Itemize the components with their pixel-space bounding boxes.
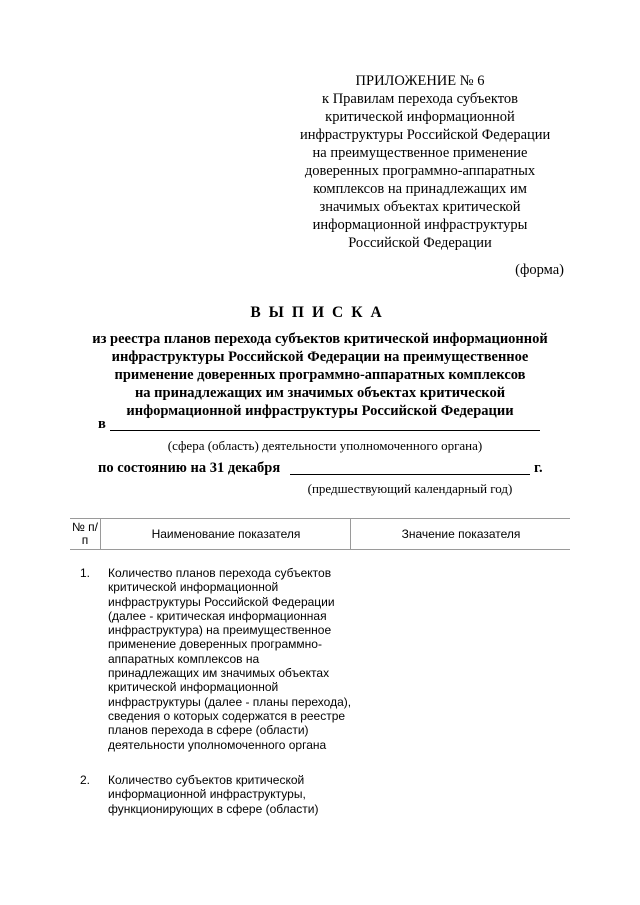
row-line: инфраструктура) на преимущественное: [108, 623, 332, 638]
row-line: инфраструктуры (далее - планы перехода),: [108, 694, 352, 709]
year-blank-line: [290, 474, 530, 475]
document-subtitle: [40, 330, 600, 420]
subtitle-line: на принадлежащих им значимых объектах критической: [134, 385, 506, 401]
subtitle-line: из реестра планов перехода субъектов критической информационной: [92, 331, 548, 347]
row-line: деятельности уполномоченного органа: [108, 737, 327, 752]
document-title: ВЫПИСКА: [250, 304, 390, 321]
appendix-line: комплексов на принадлежащих им: [313, 181, 527, 197]
row-line: применение доверенных программно-: [108, 637, 322, 652]
appendix-line: Российской Федерации: [348, 235, 492, 251]
row-line: аппаратных комплексов на: [108, 651, 260, 666]
appendix-line: на преимущественное применение: [312, 145, 528, 161]
row-indicator-text: [108, 773, 353, 816]
date-suffix: г.: [534, 460, 543, 476]
row-line: критической информационной: [108, 680, 279, 695]
row-line: планов перехода в сфере (области): [108, 723, 309, 738]
row-line: сведения о которых содержатся в реестре: [108, 708, 346, 723]
sphere-blank-line: [110, 430, 540, 431]
appendix-line: значимых объектах критической: [319, 199, 521, 215]
header-indicator-name: Наименование показателя: [100, 519, 351, 549]
row-line: информационной инфраструктуры,: [108, 787, 306, 802]
appendix-line: к Правилам перехода субъектов: [322, 91, 518, 107]
year-caption: (предшествующий календарный год): [307, 481, 513, 496]
row-line: (далее - критическая информационная: [108, 608, 327, 623]
date-label: по состоянию на 31 декабря: [98, 460, 281, 476]
appendix-line: критической информационной: [325, 109, 515, 125]
appendix-heading: [300, 72, 551, 252]
header-indicator-value: Значение показателя: [350, 519, 571, 549]
subtitle-line: инфраструктуры Российской Федерации на преимущественное: [111, 349, 529, 365]
indicator-table: [70, 518, 570, 816]
row-line: принадлежащих им значимых объектах: [108, 666, 330, 681]
header-number: № п/п: [71, 520, 99, 547]
row-line: функционирующих в сфере (области): [108, 801, 319, 816]
row-line: Количество субъектов критической: [108, 773, 305, 787]
row-line: инфраструктуры Российской Федерации: [108, 594, 335, 609]
row-number: 2.: [80, 773, 91, 787]
subtitle-line: информационной инфраструктуры Российской Федерации: [126, 403, 514, 419]
sphere-prefix: в: [98, 416, 106, 432]
appendix-line: информационной инфраструктуры: [312, 217, 528, 233]
row-indicator-text: [108, 566, 353, 752]
appendix-line: ПРИЛОЖЕНИЕ № 6: [355, 73, 485, 89]
appendix-line: инфраструктуры Российской Федерации: [300, 127, 551, 143]
form-label: (форма): [515, 262, 564, 278]
subtitle-line: применение доверенных программно-аппаратных комплексов: [114, 367, 526, 383]
row-line: Количество планов перехода субъектов: [108, 566, 332, 580]
row-number: 1.: [80, 566, 91, 580]
sphere-caption: (сфера (область) деятельности уполномоченного органа): [167, 438, 483, 453]
appendix-line: доверенных программно-аппаратных: [304, 163, 536, 179]
table-header: [70, 518, 570, 550]
row-line: критической информационной: [108, 580, 279, 595]
